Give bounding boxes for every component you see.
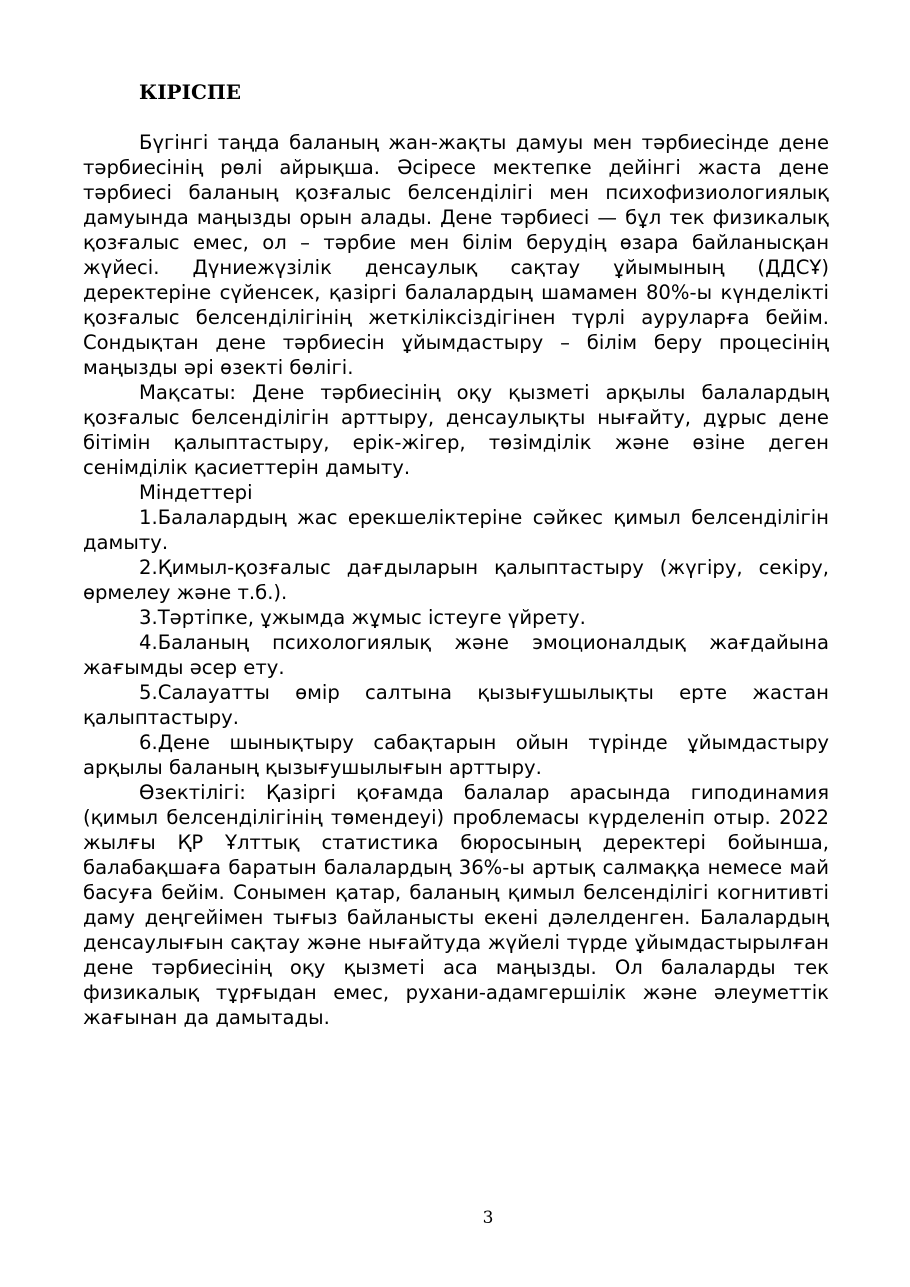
intro-paragraph: Бүгінгі таңда баланың жан-жақты дамуы мен тәрбиесінде дене тәрбиесінің рөлі айрықша. Әсіресе мектепке дейінгі жаста дене тәрбиесі баланың қозғалыс белсенділігі мен психофизиологиялық дамуында маңызды орын алады. Дене тәрбиесі — бұл тек физикалық қозғалыс емес, ол – тәрбие мен білім берудің өзара байланысқан жүйесі. Дүниежүзілік денсаулық сақтау ұйымының (ДДСҰ) деректеріне сүйенсек, қазіргі балалардың шамамен 80%-ы күнделікті қозғалыс белсенділігінің жеткіліксіздігінен түрлі ауруларға бейім. Сондықтан дене тәрбиесін ұйымдастыру – білім беру процесінің маңызды әрі өзекті бөлігі. [83, 131, 829, 379]
task-item-5: 5.Салауатты өмір салтына қызығушылықты ерте жастан қалыптастыру. [83, 681, 829, 729]
document-body [83, 80, 829, 1030]
page-number: 3 [482, 1208, 494, 1228]
relevance-paragraph: Өзектілігі: Қазіргі қоғамда балалар арасында гиподинамия (қимыл белсенділігінің төмендеуі) проблемасы күрделеніп отыр. 2022 жылғы ҚР Ұлттық статистика бюросының деректері бойынша, балабақшаға баратын балалардың 36%-ы артық салмаққа немесе май басуға бейім. Сонымен қатар, баланың қимыл белсенділігі когнитивті даму деңгейімен тығыз байланысты екені дәлелденген. Балалардың денсаулығын сақтау және нығайтуда жүйелі түрде ұйымдастырылған дене тәрбиесінің оқу қызметі аса маңызды. Ол балаларды тек физикалық тұрғыдан емес, рухани-адамгершілік және әлеуметтік жағынан да дамытады. [83, 781, 829, 1029]
task-item-4: 4.Баланың психологиялық және эмоционалдық жағдайына жағымды әсер ету. [83, 631, 829, 679]
task-item-2: 2.Қимыл-қозғалыс дағдыларын қалыптастыру (жүгіру, секіру, өрмелеу және т.б.). [83, 556, 829, 604]
goal-paragraph: Мақсаты: Дене тәрбиесінің оқу қызметі арқылы балалардың қозғалыс белсенділігін арттыру, денсаулықты нығайту, дұрыс дене бітімін қалыптастыру, ерік-жігер, төзімділік және өзіне деген сенімділік қасиеттерін дамыту. [83, 381, 829, 479]
task-item-6: 6.Дене шынықтыру сабақтарын ойын түрінде ұйымдастыру арқылы баланың қызығушылығын арттыру. [83, 731, 829, 779]
task-item-1: 1.Балалардың жас ерекшеліктеріне сәйкес қимыл белсенділігін дамыту. [83, 506, 829, 554]
section-heading: КІРІСПЕ [139, 80, 241, 104]
task-item-3: 3.Тәртіпке, ұжымда жұмыс істеуге үйрету. [139, 606, 586, 629]
tasks-heading: Міндеттері [139, 481, 253, 504]
